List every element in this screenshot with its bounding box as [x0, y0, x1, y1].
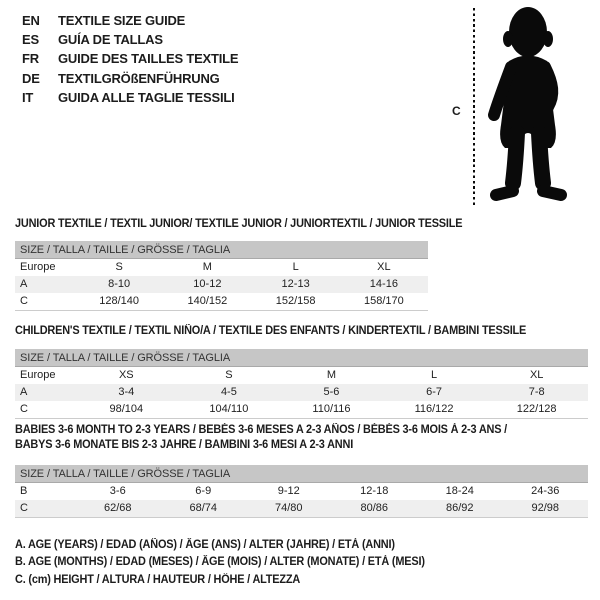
size-cell: 18-24: [445, 485, 474, 497]
baby-foot-right: [543, 191, 561, 195]
size-cell: 122/128: [516, 402, 557, 415]
size-cell: 14-16: [369, 277, 398, 290]
babies-textile-table: [15, 423, 588, 518]
language-title-block: [22, 11, 238, 107]
baby-silhouette-image: [480, 5, 576, 207]
baby-foot-left: [496, 191, 513, 195]
size-cell: 3-6: [109, 485, 126, 497]
baby-ear-left: [503, 31, 513, 47]
size-cell: 158/170: [363, 294, 404, 307]
size-cell: S: [225, 368, 233, 381]
table-row: [15, 384, 588, 401]
size-cell: XL: [529, 368, 544, 381]
measure-legend-footnotes: [15, 537, 446, 589]
table-rows: [15, 367, 588, 419]
table-rows: [15, 483, 588, 518]
size-cell: 4-5: [220, 385, 237, 398]
size-cell: L: [292, 260, 299, 273]
row-label: A: [20, 385, 28, 398]
language-code: DE: [22, 70, 40, 86]
table-title-line: JUNIOR TEXTILE / TEXTIL JUNIOR/ TEXTILE JUNIOR / JUNIORTEXTIL / JUNIOR TESSILE: [15, 218, 463, 230]
language-title: GUIDE DES TAILLES TEXTILE: [58, 51, 239, 67]
size-cell: XS: [118, 368, 134, 381]
size-cell: M: [202, 260, 212, 273]
size-cell: 128/140: [99, 294, 139, 307]
row-label: C: [20, 294, 28, 307]
table-rows: [15, 259, 428, 311]
size-cell: 5-6: [323, 385, 340, 398]
size-cell: 12-18: [360, 485, 389, 497]
table-row: [15, 367, 588, 384]
size-header-bar: SIZE / TALLA / TAILLE / GRÖSSE / TAGLIA: [15, 349, 588, 367]
size-cell: 140/152: [187, 294, 228, 307]
size-cell: 8-10: [108, 277, 131, 290]
language-row: [22, 69, 238, 88]
size-cell: 24-36: [531, 485, 560, 497]
size-cell: XL: [377, 260, 391, 273]
language-row: [22, 11, 238, 30]
size-cell: L: [431, 368, 438, 381]
table-title-line: BABYS 3-6 MONATE BIS 2-3 JAHRE / BAMBINI 3-6 MESI A 2-3 ANNI: [15, 438, 354, 451]
row-label: C: [20, 402, 28, 415]
size-cell: 10-12: [193, 277, 222, 290]
baby-leg-right: [539, 133, 543, 183]
size-cell: S: [115, 260, 123, 273]
row-label: C: [20, 502, 28, 514]
baby-head: [509, 7, 547, 57]
language-title: TEXTILE SIZE GUIDE: [58, 13, 186, 28]
size-cell: 110/116: [312, 402, 351, 415]
height-measure-label: C: [452, 104, 461, 118]
table-row: [15, 500, 588, 517]
language-code: ES: [22, 32, 39, 48]
table-title-line: BABIES 3-6 MONTH TO 2-3 YEARS / BEBÉS 3-6 MESES A 2-3 AÑOS / BÉBÉS 3-6 MOIS À 2-3 ANS /: [15, 424, 508, 436]
size-cell: 98/104: [109, 402, 144, 415]
size-cell: 62/68: [103, 502, 132, 514]
footnote-line: A. AGE (YEARS) / EDAD (AÑOS) / ÂGE (ANS) / ALTER (JAHRE) / ETÀ (ANNI): [15, 539, 395, 551]
size-header-bar: SIZE / TALLA / TAILLE / GRÖSSE / TAGLIA: [15, 465, 588, 483]
size-cell: 3-4: [118, 385, 135, 398]
language-row: [22, 49, 238, 68]
table-title-line: CHILDREN'S TEXTILE / TEXTIL NIÑO/A / TEXTILE DES ENFANTS / KINDERTEXTIL / BAMBINI TESSILE: [15, 325, 527, 337]
childrens-textile-table: [15, 324, 588, 419]
table-row: [15, 293, 428, 310]
table-title: [15, 217, 463, 232]
junior-textile-table: [15, 217, 463, 311]
table-row: [15, 483, 588, 500]
size-cell: M: [326, 368, 337, 381]
size-cell: 74/80: [274, 502, 303, 514]
size-cell: 6-9: [195, 485, 212, 497]
size-cell: 12-13: [281, 277, 310, 290]
size-cell: 92/98: [531, 502, 560, 514]
language-code: EN: [22, 13, 40, 28]
table-row: [15, 276, 428, 293]
language-row: [22, 30, 238, 49]
size-cell: 9-12: [277, 485, 300, 497]
row-label: A: [20, 277, 28, 290]
baby-arm-right: [545, 67, 552, 107]
size-cell: 80/86: [360, 502, 389, 514]
table-title: [15, 324, 588, 339]
language-code: FR: [22, 51, 39, 67]
size-cell: 116/122: [414, 402, 454, 415]
size-cell: 6-7: [426, 385, 443, 398]
language-title: GUÍA DE TALLAS: [58, 32, 163, 48]
baby-leg-left: [513, 133, 517, 183]
baby-ear-right: [543, 31, 553, 47]
table-row: [15, 259, 428, 276]
row-label: Europe: [20, 260, 56, 273]
footnote-line: B. AGE (MONTHS) / EDAD (MESES) / ÂGE (MOIS) / ALTER (MONATE) / ETÀ (MESI): [15, 556, 425, 569]
row-label: Europe: [20, 368, 56, 381]
table-title: [15, 423, 588, 452]
language-title: TEXTILGRÖßENFÜHRUNG: [58, 70, 220, 86]
size-header-bar: SIZE / TALLA / TAILLE / GRÖSSE / TAGLIA: [15, 241, 428, 259]
size-cell: 104/110: [209, 402, 249, 415]
row-label: B: [20, 485, 28, 497]
footnote-line: C. (cm) HEIGHT / ALTURA / HAUTEUR / HÖHE / ALTEZZA: [15, 573, 301, 586]
size-cell: 7-8: [528, 385, 545, 398]
size-cell: 68/74: [189, 502, 218, 514]
size-cell: 86/92: [445, 502, 474, 514]
size-cell: 152/158: [275, 294, 316, 307]
table-row: [15, 401, 588, 418]
height-measure-dotted-line: [473, 8, 475, 208]
language-row: [22, 88, 238, 107]
language-code: IT: [22, 89, 34, 105]
language-title: GUIDA ALLE TAGLIE TESSILI: [58, 89, 235, 105]
